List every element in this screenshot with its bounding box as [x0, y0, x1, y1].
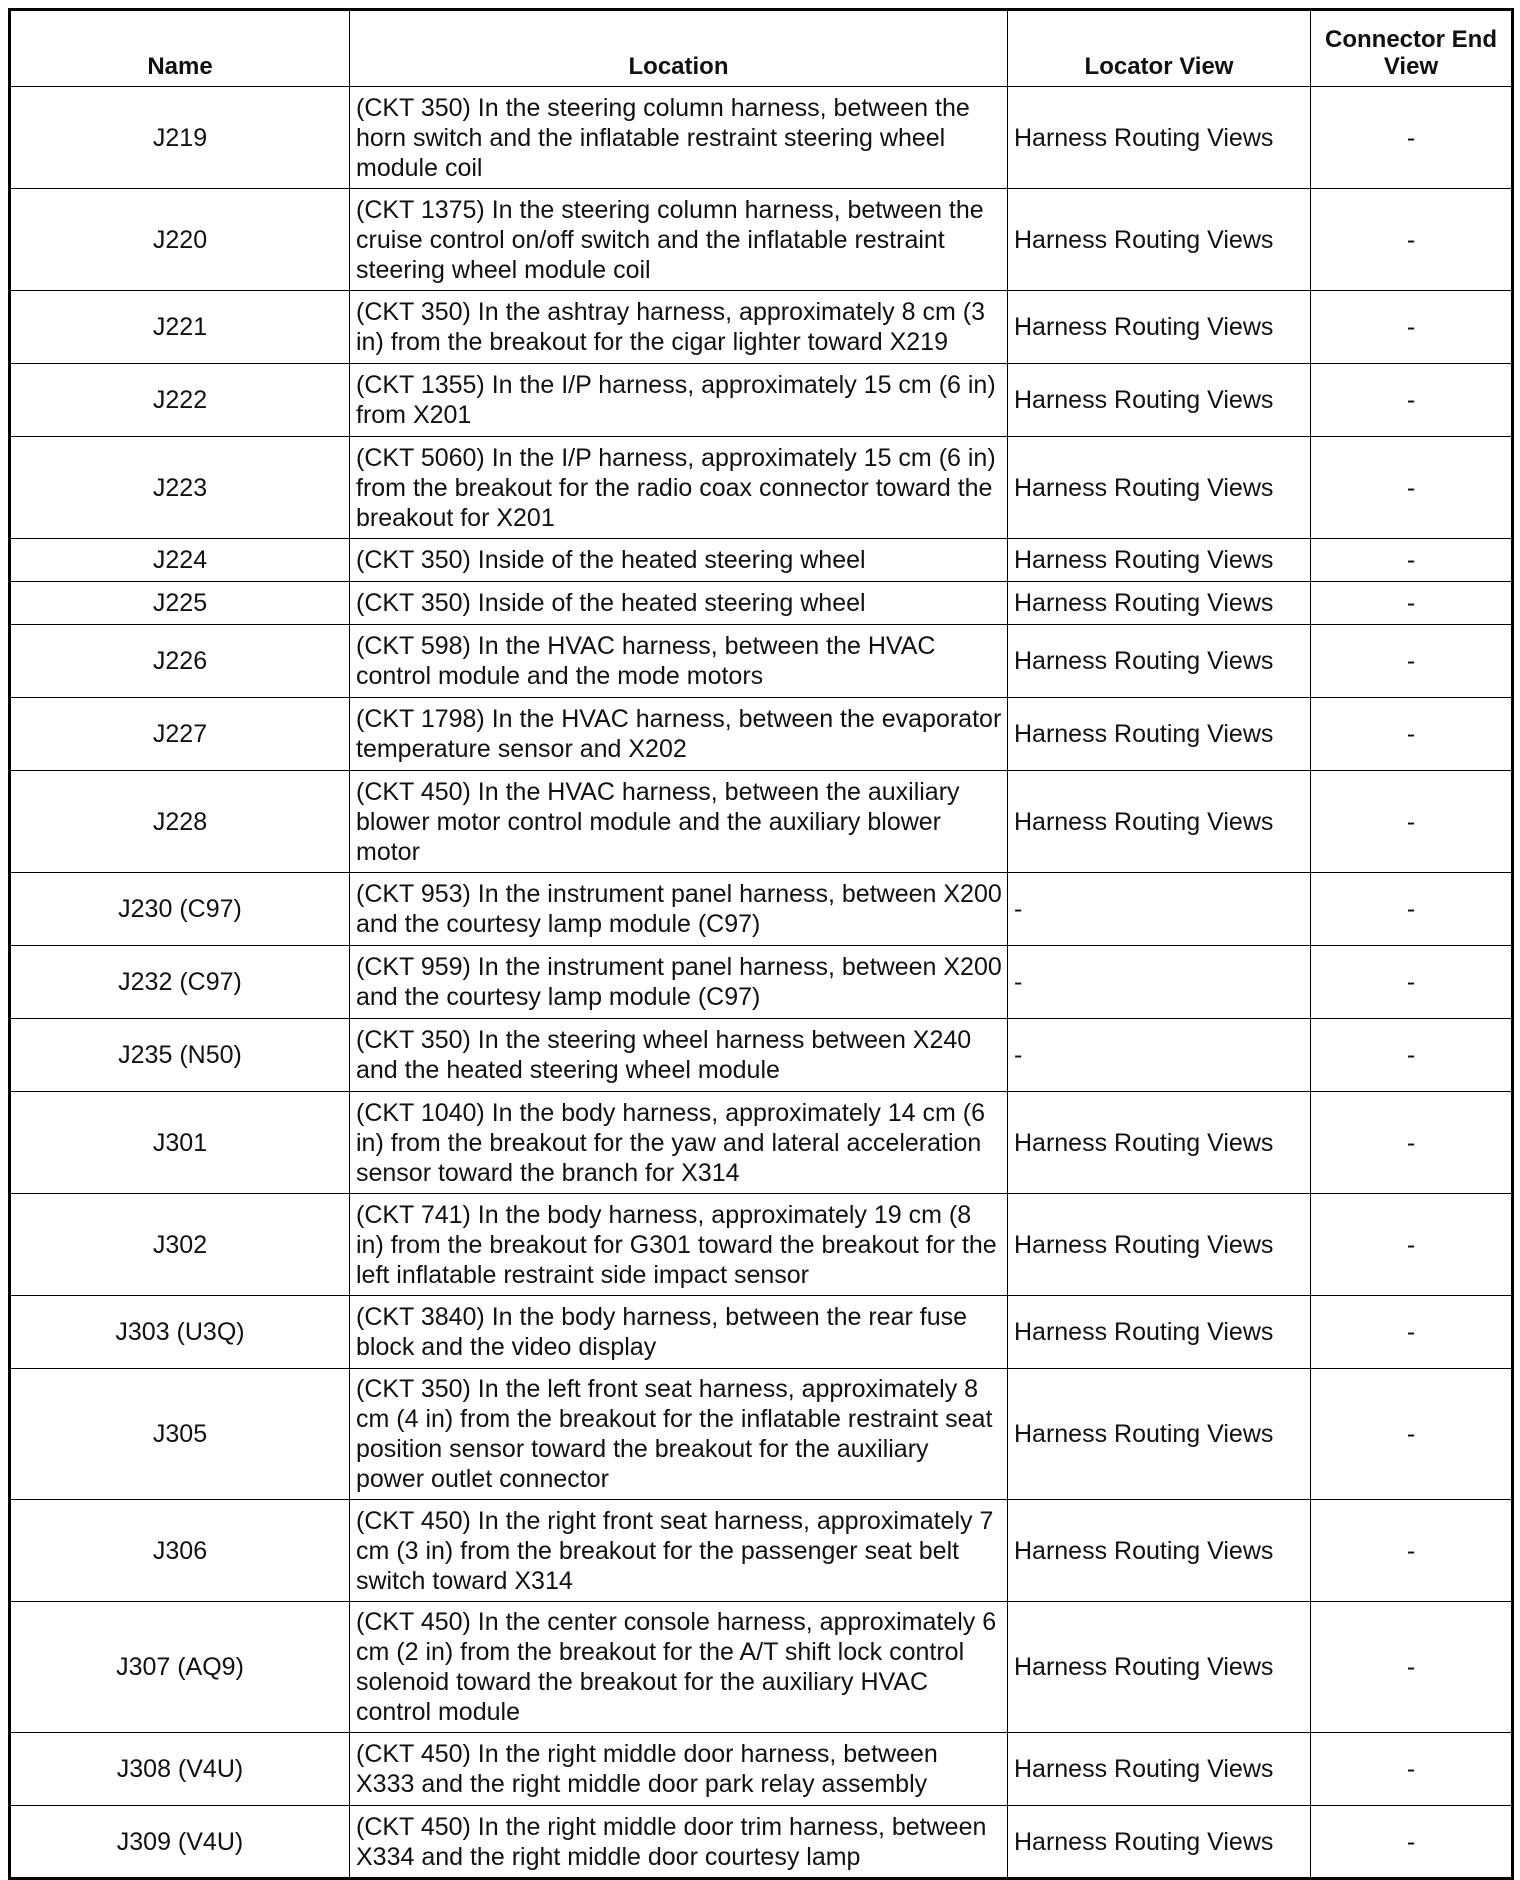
- cell-location: (CKT 741) In the body harness, approximately 19 cm (8 in) from the breakout for G301 toward the breakout for the left inflatable restraint side impact sensor: [350, 1194, 1008, 1296]
- cell-location: (CKT 350) In the steering column harness, between the horn switch and the inflatable restraint steering wheel module coil: [350, 87, 1008, 189]
- cell-connector-end-view: -: [1311, 87, 1513, 189]
- cell-location: (CKT 350) Inside of the heated steering wheel: [350, 539, 1008, 582]
- cell-locator-view: Harness Routing Views: [1008, 1602, 1311, 1733]
- cell-name: J307 (AQ9): [10, 1602, 350, 1733]
- cell-location: (CKT 350) In the steering wheel harness between X240 and the heated steering wheel module: [350, 1019, 1008, 1092]
- cell-name: J232 (C97): [10, 946, 350, 1019]
- table-row: [10, 946, 1513, 1019]
- cell-locator-view: Harness Routing Views: [1008, 1092, 1311, 1194]
- cell-locator-view: Harness Routing Views: [1008, 539, 1311, 582]
- cell-name: J235 (N50): [10, 1019, 350, 1092]
- cell-location: (CKT 450) In the center console harness, approximately 6 cm (2 in) from the breakout for the A/T shift lock control solenoid toward the breakout for the auxiliary HVAC control module: [350, 1602, 1008, 1733]
- header-location: Location: [350, 10, 1008, 87]
- cell-location: (CKT 1798) In the HVAC harness, between the evaporator temperature sensor and X202: [350, 698, 1008, 771]
- cell-connector-end-view: -: [1311, 1369, 1513, 1500]
- cell-name: J230 (C97): [10, 873, 350, 946]
- document-page: [8, 8, 1514, 1880]
- cell-location: (CKT 350) Inside of the heated steering wheel: [350, 582, 1008, 625]
- cell-locator-view: Harness Routing Views: [1008, 87, 1311, 189]
- cell-locator-view: Harness Routing Views: [1008, 1369, 1311, 1500]
- cell-connector-end-view: -: [1311, 1602, 1513, 1733]
- cell-locator-view: Harness Routing Views: [1008, 291, 1311, 364]
- cell-locator-view: Harness Routing Views: [1008, 437, 1311, 539]
- table-row: [10, 1019, 1513, 1092]
- cell-locator-view: Harness Routing Views: [1008, 1806, 1311, 1879]
- cell-connector-end-view: -: [1311, 1733, 1513, 1806]
- cell-locator-view: Harness Routing Views: [1008, 625, 1311, 698]
- cell-connector-end-view: -: [1311, 437, 1513, 539]
- cell-name: J220: [10, 189, 350, 291]
- header-connector-end-view: Connector End View: [1311, 10, 1513, 87]
- header-name: Name: [10, 10, 350, 87]
- cell-name: J219: [10, 87, 350, 189]
- table-header: [10, 10, 1513, 87]
- table-row: [10, 291, 1513, 364]
- cell-name: J305: [10, 1369, 350, 1500]
- cell-name: J223: [10, 437, 350, 539]
- table-row: [10, 1806, 1513, 1879]
- cell-locator-view: -: [1008, 1019, 1311, 1092]
- cell-location: (CKT 450) In the right middle door trim harness, between X334 and the right middle door courtesy lamp: [350, 1806, 1008, 1879]
- cell-locator-view: Harness Routing Views: [1008, 364, 1311, 437]
- cell-location: (CKT 450) In the HVAC harness, between the auxiliary blower motor control module and the auxiliary blower motor: [350, 771, 1008, 873]
- table-row: [10, 1296, 1513, 1369]
- cell-location: (CKT 3840) In the body harness, between the rear fuse block and the video display: [350, 1296, 1008, 1369]
- cell-name: J228: [10, 771, 350, 873]
- cell-name: J222: [10, 364, 350, 437]
- cell-location: (CKT 5060) In the I/P harness, approximately 15 cm (6 in) from the breakout for the radio coax connector toward the breakout for X201: [350, 437, 1008, 539]
- cell-locator-view: Harness Routing Views: [1008, 1733, 1311, 1806]
- cell-locator-view: Harness Routing Views: [1008, 189, 1311, 291]
- cell-connector-end-view: -: [1311, 1019, 1513, 1092]
- table-row: [10, 1092, 1513, 1194]
- cell-connector-end-view: -: [1311, 1500, 1513, 1602]
- table-row: [10, 873, 1513, 946]
- table-row: [10, 582, 1513, 625]
- cell-locator-view: Harness Routing Views: [1008, 1194, 1311, 1296]
- cell-name: J225: [10, 582, 350, 625]
- cell-name: J303 (U3Q): [10, 1296, 350, 1369]
- cell-name: J221: [10, 291, 350, 364]
- cell-connector-end-view: -: [1311, 873, 1513, 946]
- cell-location: (CKT 450) In the right front seat harness, approximately 7 cm (3 in) from the breakout for the passenger seat belt switch toward X314: [350, 1500, 1008, 1602]
- cell-locator-view: Harness Routing Views: [1008, 1296, 1311, 1369]
- cell-connector-end-view: -: [1311, 1194, 1513, 1296]
- table-row: [10, 1500, 1513, 1602]
- cell-connector-end-view: -: [1311, 189, 1513, 291]
- cell-name: J302: [10, 1194, 350, 1296]
- cell-connector-end-view: -: [1311, 625, 1513, 698]
- table-row: [10, 1194, 1513, 1296]
- cell-name: J301: [10, 1092, 350, 1194]
- table-row: [10, 539, 1513, 582]
- table-row: [10, 437, 1513, 539]
- cell-location: (CKT 953) In the instrument panel harness, between X200 and the courtesy lamp module (C97): [350, 873, 1008, 946]
- table-row: [10, 771, 1513, 873]
- cell-connector-end-view: -: [1311, 1296, 1513, 1369]
- table-row: [10, 625, 1513, 698]
- cell-connector-end-view: -: [1311, 1092, 1513, 1194]
- cell-location: (CKT 350) In the ashtray harness, approximately 8 cm (3 in) from the breakout for the cigar lighter toward X219: [350, 291, 1008, 364]
- cell-connector-end-view: -: [1311, 946, 1513, 1019]
- cell-location: (CKT 350) In the left front seat harness, approximately 8 cm (4 in) from the breakout for the inflatable restraint seat position sensor toward the breakout for the auxiliary power outlet connector: [350, 1369, 1008, 1500]
- table-row: [10, 698, 1513, 771]
- cell-connector-end-view: -: [1311, 364, 1513, 437]
- cell-connector-end-view: -: [1311, 771, 1513, 873]
- table-row: [10, 189, 1513, 291]
- cell-connector-end-view: -: [1311, 291, 1513, 364]
- header-locator-view: Locator View: [1008, 10, 1311, 87]
- cell-name: J224: [10, 539, 350, 582]
- cell-connector-end-view: -: [1311, 582, 1513, 625]
- cell-locator-view: Harness Routing Views: [1008, 1500, 1311, 1602]
- table-row: [10, 1369, 1513, 1500]
- cell-location: (CKT 959) In the instrument panel harness, between X200 and the courtesy lamp module (C97): [350, 946, 1008, 1019]
- header-row: [10, 10, 1513, 87]
- cell-locator-view: Harness Routing Views: [1008, 582, 1311, 625]
- splice-location-table: [8, 8, 1514, 1880]
- cell-name: J308 (V4U): [10, 1733, 350, 1806]
- cell-location: (CKT 450) In the right middle door harness, between X333 and the right middle door park relay assembly: [350, 1733, 1008, 1806]
- cell-locator-view: -: [1008, 946, 1311, 1019]
- table-body: [10, 87, 1513, 1879]
- cell-location: (CKT 598) In the HVAC harness, between the HVAC control module and the mode motors: [350, 625, 1008, 698]
- table-row: [10, 1733, 1513, 1806]
- table-row: [10, 1602, 1513, 1733]
- cell-name: J306: [10, 1500, 350, 1602]
- cell-name: J227: [10, 698, 350, 771]
- cell-connector-end-view: -: [1311, 539, 1513, 582]
- cell-locator-view: Harness Routing Views: [1008, 771, 1311, 873]
- cell-locator-view: Harness Routing Views: [1008, 698, 1311, 771]
- cell-location: (CKT 1040) In the body harness, approximately 14 cm (6 in) from the breakout for the yaw and lateral acceleration sensor toward the branch for X314: [350, 1092, 1008, 1194]
- cell-location: (CKT 1375) In the steering column harness, between the cruise control on/off switch and the inflatable restraint steering wheel module coil: [350, 189, 1008, 291]
- table-row: [10, 364, 1513, 437]
- cell-connector-end-view: -: [1311, 698, 1513, 771]
- cell-name: J309 (V4U): [10, 1806, 350, 1879]
- cell-name: J226: [10, 625, 350, 698]
- cell-location: (CKT 1355) In the I/P harness, approximately 15 cm (6 in) from X201: [350, 364, 1008, 437]
- table-row: [10, 87, 1513, 189]
- cell-locator-view: -: [1008, 873, 1311, 946]
- cell-connector-end-view: -: [1311, 1806, 1513, 1879]
